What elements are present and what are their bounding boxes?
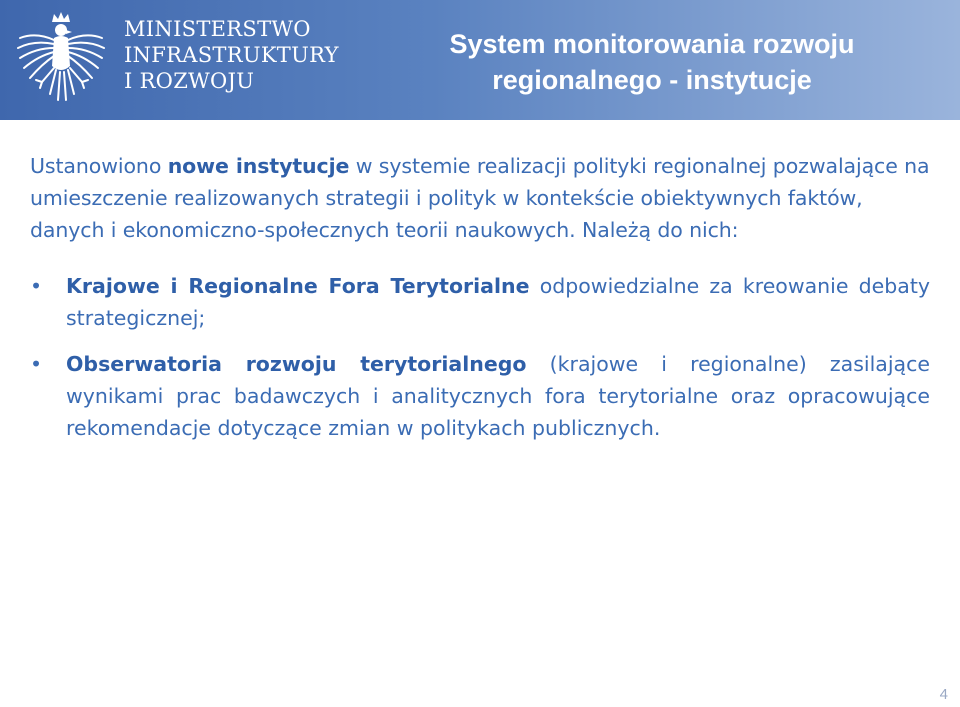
bullet-bold-text: Obserwatoria rozwoju terytorialnego (66, 352, 527, 376)
intro-paragraph (30, 150, 930, 246)
bullet-marker: • (30, 274, 43, 298)
intro-text-end: w systemie realizacji polityki regionalnej pozwalające na umieszczenie realizowanych strategii i polityk w kontekście obiektywnych faktów, danych i ekonomiczno-społecznych teorii naukowych. Należą do nich: (30, 154, 930, 242)
intro-text-start: Ustanowiono (30, 154, 168, 178)
slide-title (372, 26, 932, 98)
bullet-bold-text: Krajowe i Regionalne Fora Terytorialne (66, 274, 530, 298)
bullet-text: (krajowe i regionalne) zasilające wynikami prac badawczych i analitycznych fora terytorialne oraz opracowujące rekomendacje dotyczące zmian w politykach publicznych. (66, 352, 931, 440)
bullet-text: odpowiedzialne za kreowanie debaty strategicznej; (66, 274, 930, 330)
eagle-emblem-icon (14, 8, 108, 112)
header-band (0, 0, 960, 120)
ministry-line-1: MINISTERSTWO (124, 17, 311, 41)
bullet-marker: • (30, 352, 43, 376)
bullet-item-fora (30, 270, 930, 334)
slide-title-line-2: regionalnego - instytucje (492, 65, 812, 95)
slide-content (30, 150, 930, 458)
ministry-name (124, 16, 339, 94)
page-number: 4 (939, 686, 948, 703)
slide-title-line-1: System monitorowania rozwoju (449, 29, 855, 59)
intro-bold-text: nowe instytucje (167, 154, 350, 178)
ministry-line-3: I ROZWOJU (124, 69, 255, 93)
ministry-line-2: INFRASTRUKTURY (124, 43, 339, 67)
bullet-list (30, 270, 930, 444)
bullet-item-obserwatoria (30, 348, 930, 444)
